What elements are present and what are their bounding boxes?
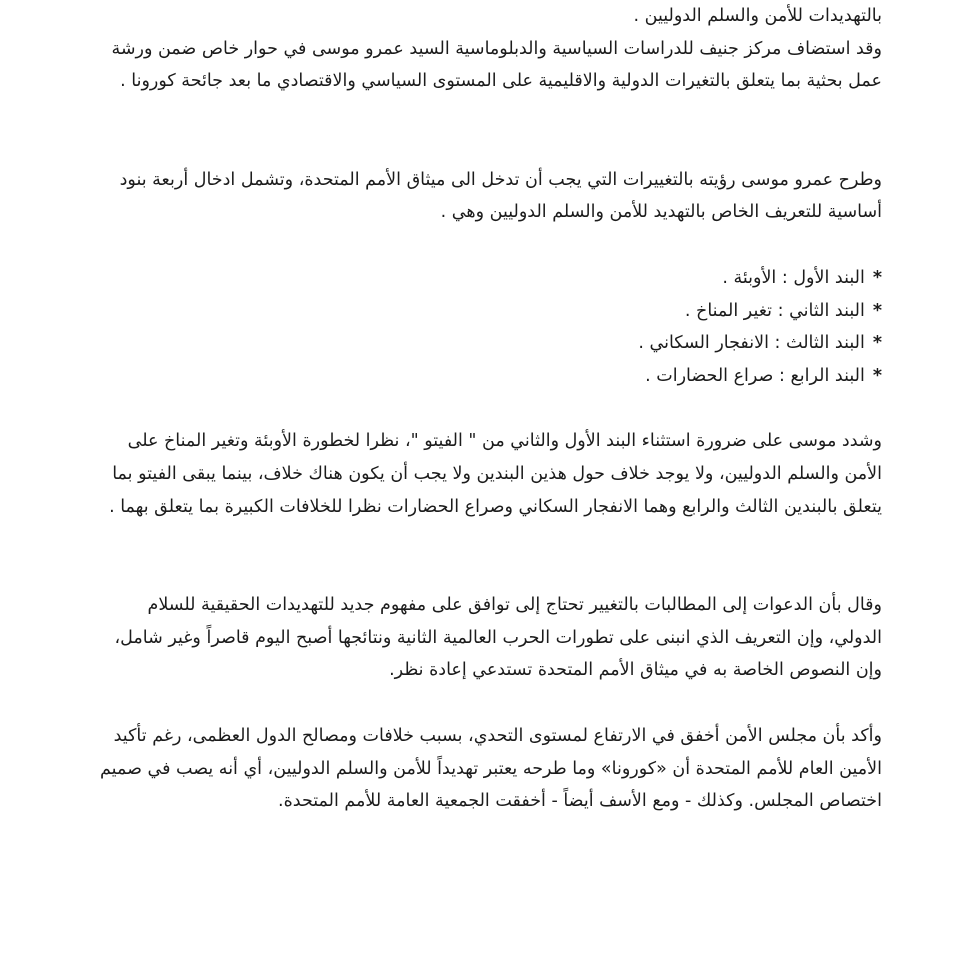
bullet-star-icon: * — [872, 333, 882, 354]
clause-text: البند الرابع : صراع الحضارات . — [645, 365, 865, 386]
paragraph-calls: وقال بأن الدعوات إلى المطالبات بالتغيير تحتاج إلى توافق على مفهوم جديد للتهديدات الحقيقية للسلام الدولي، وإن التعريف الذي انبنى على تطورات الحرب العالمية الثانية ونتائجها أصبح اليوم قاصراً وغير شامل، وإن النصوص الخاصة به في ميثاق الأمم المتحدة تستدعي إعادة نظر. — [114, 595, 882, 681]
spacer — [92, 392, 882, 425]
spacer — [92, 229, 882, 262]
article-body — [92, 0, 882, 818]
spacer — [92, 523, 882, 589]
list-item — [92, 327, 882, 360]
list-item — [92, 360, 882, 393]
spacer — [92, 687, 882, 720]
list-item — [92, 295, 882, 328]
clause-text: البند الأول : الأوبئة . — [722, 267, 865, 288]
paragraph-hosting: وقد استضاف مركز جنيف للدراسات السياسية والدبلوماسية السيد عمرو موسى في حوار خاص ضمن ورشة عمل بحثية بما يتعلق بالتغيرات الدولية والاقليمية على المستوى السياسي والاقتصادي ما بعد جائحة كورونا . — [111, 38, 882, 92]
clause-text: البند الثاني : تغير المناخ . — [684, 300, 865, 321]
spacer — [92, 98, 882, 164]
bullet-star-icon: * — [872, 300, 882, 321]
paragraph-veto: وشدد موسى على ضرورة استثناء البند الأول والثاني من " الفيتو "، نظرا لخطورة الأوبئة وتغير المناخ على الأمن والسلم الدوليين، ولا يوجد خلاف حول هذين البندين ولا يجب أن يكون هناك خلاف، بينما يبقى الفيتو بما يتعلق بالبندين الثالث والرابع وهما الانفجار السكاني وصراع الحضارات نظرا للخلافات الكبيرة بما يتعلق بهما . — [109, 431, 882, 517]
bullet-star-icon: * — [872, 267, 882, 288]
list-item — [92, 262, 882, 295]
clauses-list — [92, 262, 882, 392]
paragraph-proposal: وطرح عمرو موسى رؤيته بالتغييرات التي يجب أن تدخل الى ميثاق الأمم المتحدة، وتشمل ادخال أربعة بنود أساسية للتعريف الخاص بالتهديد للأمن والسلم الدوليين وهي . — [119, 169, 882, 223]
clause-text: البند الثالث : الانفجار السكاني . — [638, 333, 865, 354]
intro-line: بالتهديدات للأمن والسلم الدوليين . — [633, 6, 882, 26]
bullet-star-icon: * — [872, 365, 882, 386]
paragraph-security-council: وأكد بأن مجلس الأمن أخفق في الارتفاع لمستوى التحدي، بسبب خلافات ومصالح الدول العظمى، رغم تأكيد الأمين العام للأمم المتحدة أن «كورونا» وما طرحه يعتبر تهديداً للأمن والسلم الدوليين، أي أنه يصب في صميم اختصاص المجلس. وكذلك - ومع الأسف أيضاً - أخفقت الجمعية العامة للأمم المتحدة. — [100, 725, 882, 812]
